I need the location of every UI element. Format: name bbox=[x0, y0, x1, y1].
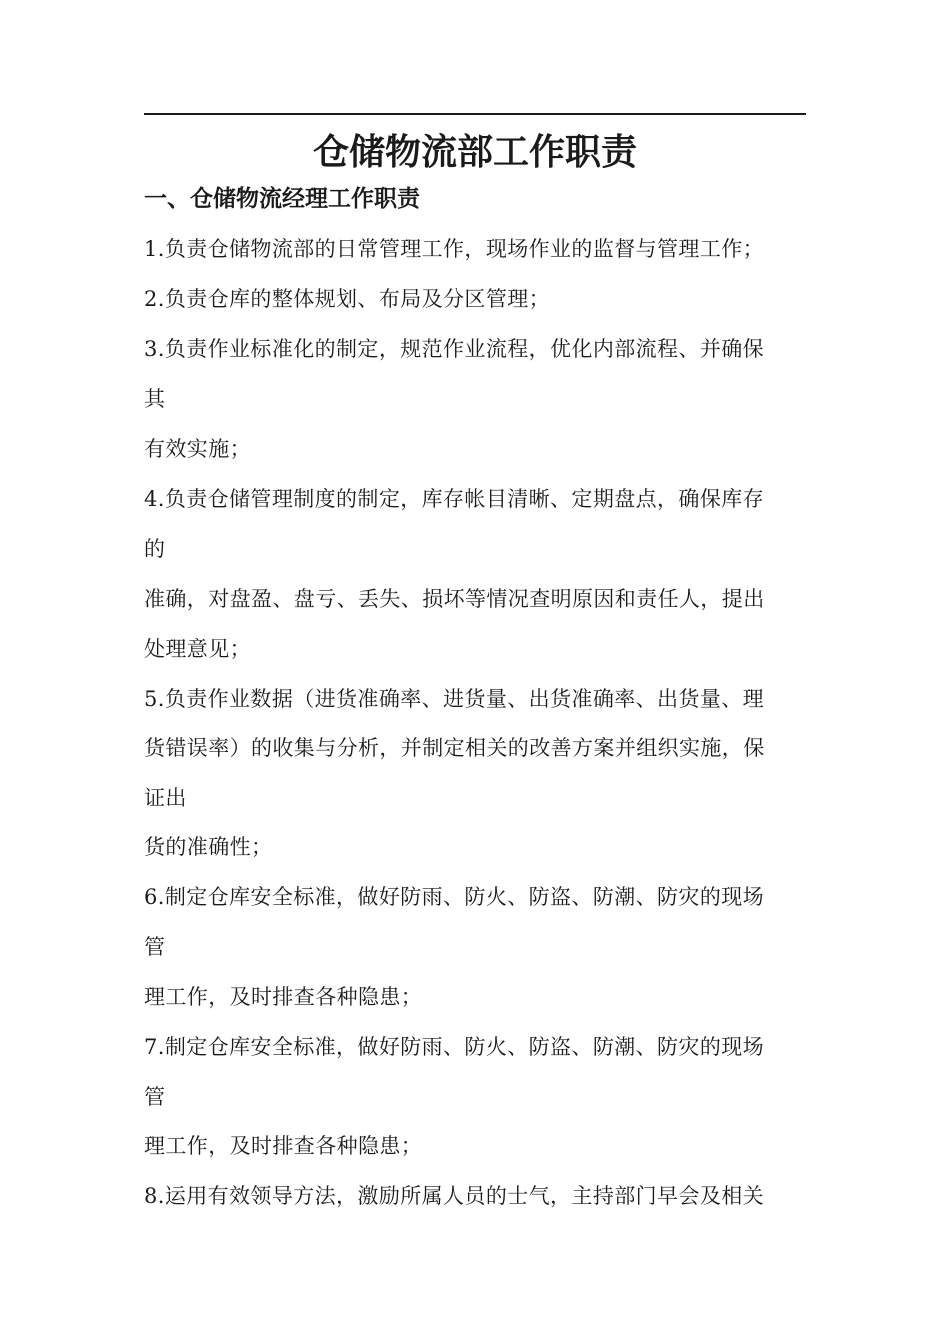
body-line-2: 2.负责仓库的整体规划、布局及分区管理； bbox=[144, 287, 551, 311]
body-line-10: 5.负责作业数据（进货准确率、进货量、出货准确率、出货量、理 bbox=[144, 687, 765, 711]
body-line-8: 准确，对盘盈、盘亏、丢失、损坏等情况查明原因和责任人，提出 bbox=[144, 587, 765, 611]
document-title: 仓储物流部工作职责 bbox=[312, 131, 637, 173]
body-line-5: 有效实施； bbox=[144, 437, 251, 461]
body-line-18: 管 bbox=[144, 1085, 166, 1109]
body-line-4: 其 bbox=[144, 387, 166, 411]
body-line-14: 6.制定仓库安全标准，做好防雨、防火、防盗、防潮、防灾的现场 bbox=[144, 885, 765, 909]
body-line-13: 货的准确性； bbox=[144, 835, 273, 859]
body-line-20: 8.运用有效领导方法，激励所属人员的士气，主持部门早会及相关 bbox=[144, 1184, 765, 1208]
body-line-3: 3.负责作业标准化的制定，规范作业流程，优化内部流程、并确保 bbox=[144, 337, 765, 361]
body-line-1: 1.负责仓储物流部的日常管理工作，现场作业的监督与管理工作； bbox=[144, 237, 765, 261]
section-heading: 一、仓储物流经理工作职责 bbox=[144, 185, 420, 212]
body-line-12: 证出 bbox=[144, 786, 187, 810]
body-line-17: 7.制定仓库安全标准，做好防雨、防火、防盗、防潮、防灾的现场 bbox=[144, 1035, 765, 1059]
body-line-16: 理工作，及时排查各种隐患； bbox=[144, 985, 423, 1009]
body-line-15: 管 bbox=[144, 935, 166, 959]
body-line-11: 货错误率）的收集与分析，并制定相关的改善方案并组织实施，保 bbox=[144, 736, 765, 760]
body-line-19: 理工作，及时排查各种隐患； bbox=[144, 1134, 423, 1158]
header-rule bbox=[144, 113, 806, 115]
body-line-9: 处理意见； bbox=[144, 637, 251, 661]
body-line-6: 4.负责仓储管理制度的制定，库存帐目清晰、定期盘点，确保库存 bbox=[144, 487, 765, 511]
body-line-7: 的 bbox=[144, 537, 166, 561]
